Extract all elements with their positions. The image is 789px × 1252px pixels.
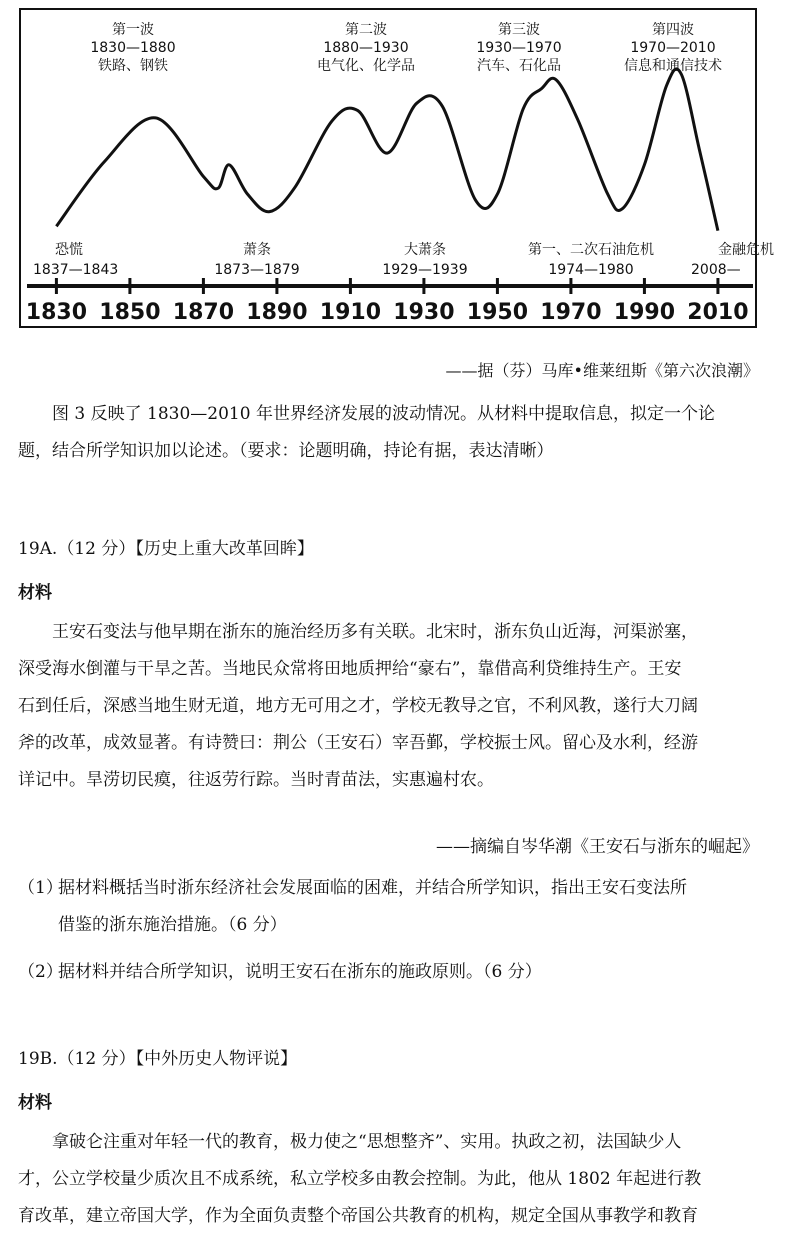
wave-name: 第二波 [345, 22, 387, 38]
x-tick-label-1950: 1950 [466, 300, 529, 325]
x-tick-label-1850: 1850 [99, 300, 161, 325]
x-tick-label-1870: 1870 [172, 300, 235, 325]
q2-line-1: 据材料并结合所学知识，说明王安石在浙东的施政原则。（6 分） [58, 962, 542, 982]
wave-period: 1930—1970 [476, 40, 562, 56]
q19a-line-5: 详记中。旱涝切民瘼，往返劳行踪。当时青苗法，实惠遍村农。 [18, 770, 494, 790]
x-tick-label-1830: 1830 [25, 300, 88, 325]
q1-number: （1） [18, 878, 63, 898]
crisis-label-4 [528, 241, 654, 278]
crisis-name: 第一、二次石油危机 [528, 242, 654, 258]
crisis-period: 1837—1843 [33, 262, 119, 278]
intro-paragraph [18, 396, 770, 470]
q2-number: （2） [18, 962, 63, 982]
crisis-period: 1974—1980 [548, 262, 634, 278]
wave-tech: 铁路、钢铁 [98, 58, 168, 74]
q1-line-1: 据材料概括当时浙东经济社会发展面临的困难，并结合所学知识，指出王安石变法所 [58, 878, 687, 898]
q19a-source: ——摘编自岑华潮《王安石与浙东的崛起》 [436, 837, 759, 857]
crisis-label-3 [382, 241, 467, 278]
crisis-name: 萧条 [243, 242, 271, 258]
crisis-period: 1929—1939 [382, 262, 468, 278]
q19b-material-label: 材料 [18, 1093, 52, 1113]
economic-wave-chart [19, 8, 774, 328]
crisis-label-2 [214, 241, 299, 278]
wave-tech: 电气化、化学品 [317, 58, 415, 74]
crisis-name: 金融危机 [718, 242, 774, 258]
x-tick-label-1890: 1890 [246, 300, 308, 325]
wave-period: 1830—1880 [90, 40, 176, 56]
wave-label-4 [624, 22, 722, 74]
wave-name: 第三波 [498, 22, 540, 38]
q19a-question-2 [18, 954, 770, 991]
q19b-line-3: 育改革，建立帝国大学，作为全面负责整个帝国公共教育的机构，规定全国从事教学和教育 [18, 1206, 698, 1226]
crisis-name: 大萧条 [404, 242, 446, 258]
wave-curve [56, 69, 718, 231]
chart-caption: ——据（芬）马库•维莱纽斯《第六次浪潮》 [445, 361, 759, 380]
q19a-question-1 [18, 870, 770, 944]
q19b-line-1: 拿破仑注重对年轻一代的教育，极力使之“思想整齐”、实用。执政之初，法国缺少人 [52, 1132, 682, 1152]
q19a-material-label: 材料 [18, 583, 52, 603]
wave-name: 第四波 [652, 22, 694, 38]
q19b-line-2: 才，公立学校量少质次且不成系统，私立学校多由教会控制。为此，他从 1802 年起进行教 [18, 1169, 702, 1189]
crisis-period: 1873—1879 [214, 262, 300, 278]
wave-label-1 [90, 22, 175, 74]
x-tick-label-1990: 1990 [613, 300, 676, 325]
q19b-material-text [18, 1124, 770, 1235]
intro-line-1: 图 3 反映了 1830—2010 年世界经济发展的波动情况。从材料中提取信息，拟定一个论 [52, 404, 715, 424]
chart-canvas [21, 10, 774, 330]
x-tick-label-2010: 2010 [687, 300, 749, 325]
wave-tech: 信息和通信技术 [624, 58, 722, 74]
q19a-heading: 19A.（12 分）【历史上重大改革回眸】 [18, 539, 314, 559]
crisis-label-5 [691, 241, 774, 278]
q19a-line-2: 深受海水倒灌与干旱之苦。当地民众常将田地质押给“豪右”，靠借高利贷维持生产。王安 [18, 659, 682, 679]
wave-period: 1880—1930 [323, 40, 409, 56]
crisis-name: 恐慌 [55, 242, 83, 258]
crisis-period: 2008— [691, 262, 741, 278]
crisis-label-1 [33, 241, 118, 278]
x-tick-label-1910: 1910 [319, 300, 382, 325]
wave-label-2 [317, 22, 415, 74]
x-tick-label-1930: 1930 [393, 300, 455, 325]
q19a-line-1: 王安石变法与他早期在浙东的施治经历多有关联。北宋时，浙东负山近海，河渠淤塞， [52, 622, 698, 642]
q19a-material-text [18, 614, 770, 799]
q19a-line-4: 斧的改革，成效显著。有诗赞曰：荆公（王安石）宰吾鄞，学校振士风。留心及水利，经游 [18, 733, 698, 753]
q1-line-2: 借鉴的浙东施治措施。（6 分） [58, 915, 287, 935]
x-tick-label-1970: 1970 [540, 300, 602, 325]
wave-label-3 [476, 22, 561, 74]
q19a-line-3: 石到任后，深感当地生财无道，地方无可用之才，学校无教导之官，不利风教，遂行大刀阔 [18, 696, 698, 716]
wave-name: 第一波 [112, 22, 154, 38]
wave-tech: 汽车、石化品 [477, 58, 561, 74]
intro-line-2: 题，结合所学知识加以论述。（要求：论题明确，持论有据，表达清晰） [18, 441, 554, 461]
wave-period: 1970—2010 [630, 40, 716, 56]
q19b-heading: 19B.（12 分）【中外历史人物评说】 [18, 1049, 298, 1069]
